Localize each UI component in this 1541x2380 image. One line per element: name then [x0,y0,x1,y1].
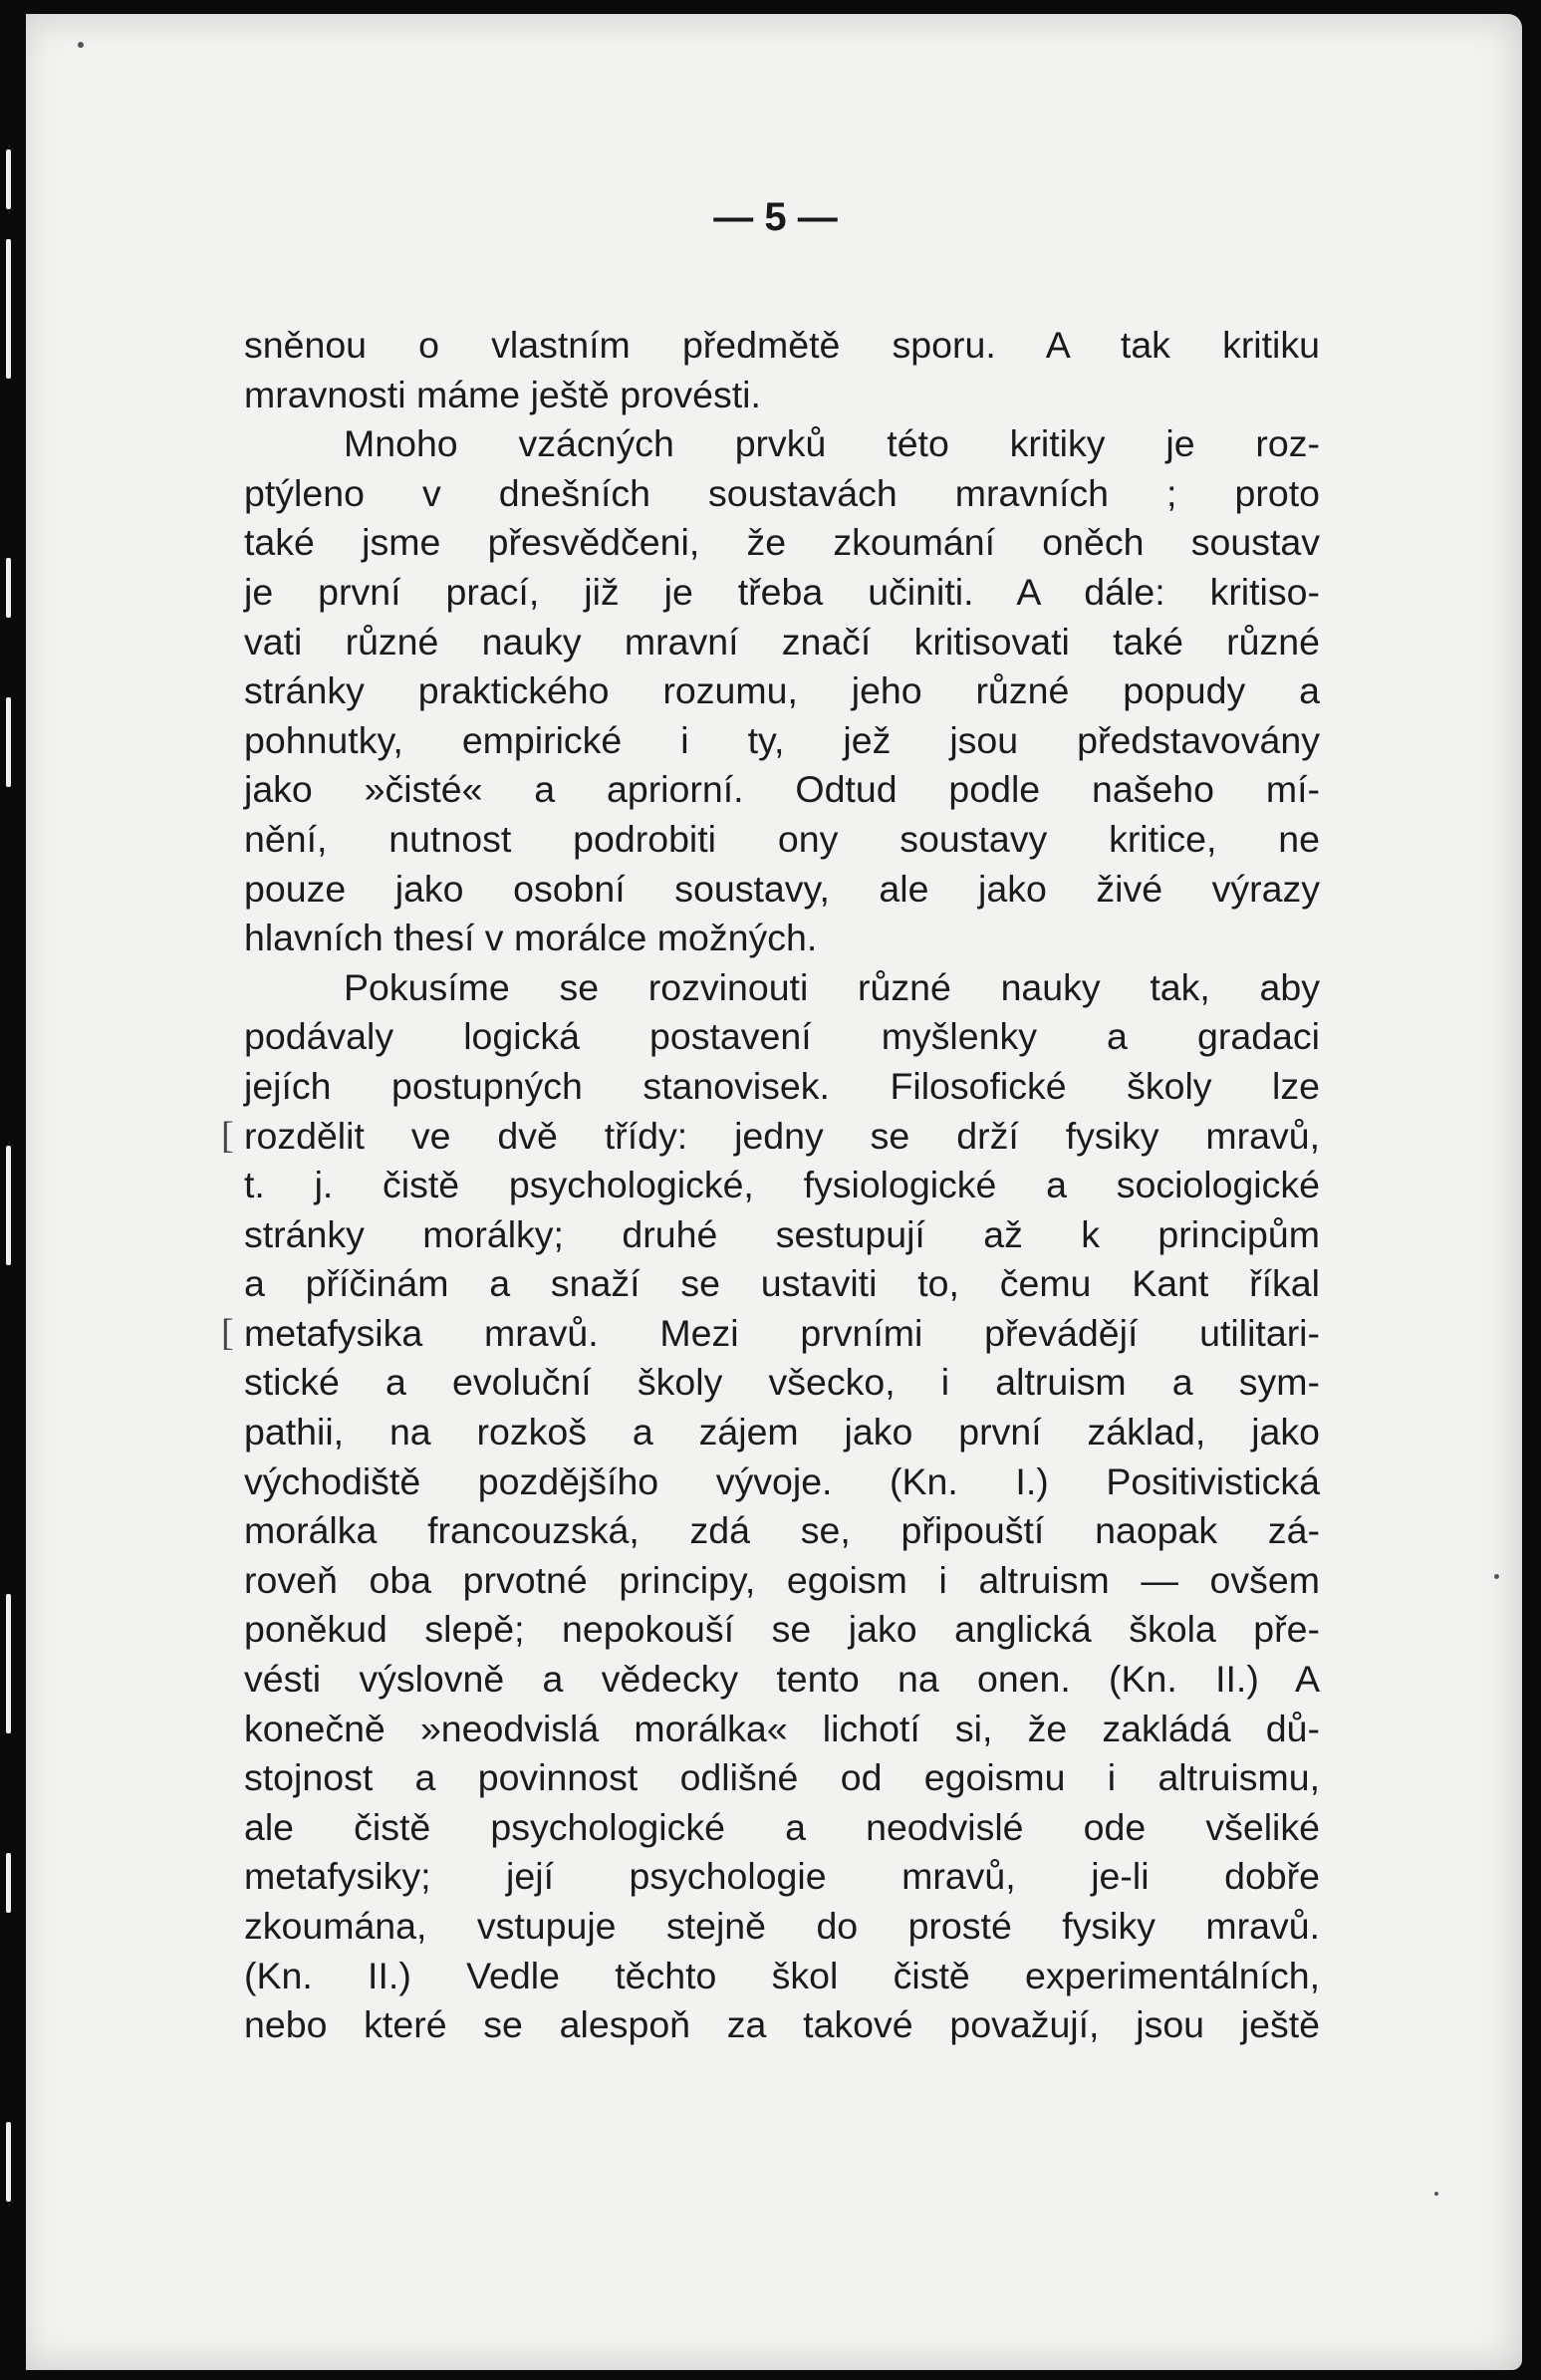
text-line: konečně »neodvislá morálka« lichotí si, že zakládá dů- [244,1707,1320,1749]
body-text [244,321,1320,2050]
edge-mark [6,558,11,618]
dust-speck [1494,1574,1499,1579]
text-line: také jsme přesvědčeni, že zkoumání oněch soustav [244,521,1320,564]
text-line: jako »čisté« a apriorní. Odtud podle našeho mí- [244,768,1320,811]
text-line: (Kn. II.) Vedle těchto škol čistě experimentálních, [244,1954,1320,1996]
margin-bracket-mark: [ [221,1312,234,1354]
text-line: metafysiky; její psychologie mravů, je-li dobře [244,1855,1320,1898]
edge-mark [6,1594,11,1733]
text-line: Pokusíme se rozvinouti různé nauky tak, aby [344,965,1320,1008]
text-line: stické a evoluční školy všecko, i altruism a sym- [244,1361,1320,1404]
text-line: a příčinám a snaží se ustaviti to, čemu Kant říkal [244,1262,1320,1305]
margin-bracket-mark: [ [221,1115,234,1157]
text-line: ale čistě psychologické a neodvislé ode všeliké [244,1805,1320,1848]
text-line: roveň oba prvotné principy, egoism i altruism — ovšem [244,1558,1320,1601]
text-line: ptýleno v dnešních soustavách mravních ; proto [244,471,1320,514]
text-line: hlavních thesí v morálce možných. [244,917,818,959]
edge-mark [6,2122,11,2202]
text-line: pouze jako osobní soustavy, ale jako živé výrazy [244,867,1320,910]
edge-mark [6,1146,11,1265]
edge-mark [6,239,11,379]
binding-edge [0,0,26,2380]
text-line: nění, nutnost podrobiti ony soustavy kritice, ne [244,817,1320,860]
text-line: t. j. čistě psychologické, fysiologické a sociologické [244,1164,1320,1206]
page-number: — 5 — [713,195,838,239]
text-line: Mnoho vzácných prvků této kritiky je roz- [344,422,1320,465]
text-line: metafysika mravů. Mezi prvními převádějí utilitari- [244,1311,1320,1354]
text-line: vati různé nauky mravní značí kritisovati také různé [244,620,1320,662]
text-line: rozdělit ve dvě třídy: jedny se drží fysiky mravů, [244,1114,1320,1157]
text-line: stránky praktického rozumu, jeho různé popudy a [244,669,1320,712]
text-line: pathii, na rozkoš a zájem jako první základ, jako [244,1411,1320,1454]
text-line: poněkud slepě; nepokouší se jako anglická škola pře- [244,1608,1320,1651]
text-line: morálka francouzská, zdá se, připouští naopak zá- [244,1509,1320,1552]
edge-mark [6,697,11,787]
text-line: stránky morálky; druhé sestupují až k principům [244,1212,1320,1255]
text-line: stojnost a povinnost odlišné od egoismu i altruismu, [244,1756,1320,1799]
text-line: mravnosti máme ještě provésti. [244,373,761,415]
text-line: pohnutky, empirické i ty, jež jsou představovány [244,718,1320,761]
dust-speck [78,42,84,48]
text-line: východiště pozdějšího vývoje. (Kn. I.) Positivistická [244,1459,1320,1502]
text-line: podávaly logická postavení myšlenky a gradaci [244,1015,1320,1058]
text-line: jejích postupných stanovisek. Filosofické školy lze [244,1064,1320,1107]
text-line: zkoumána, vstupuje stejně do prosté fysiky mravů. [244,1905,1320,1947]
dust-speck [1434,2192,1438,2196]
text-line: vésti výslovně a vědecky tento na onen. (Kn. II.) A [244,1658,1320,1701]
text-line: je první prací, již je třeba učiniti. A dále: kritiso- [244,570,1320,613]
edge-mark [6,1853,11,1913]
text-line: nebo které se alespoň za takové považují, jsou ještě [244,2003,1320,2046]
text-line: sněnou o vlastním předmětě sporu. A tak kritiku [244,324,1320,366]
